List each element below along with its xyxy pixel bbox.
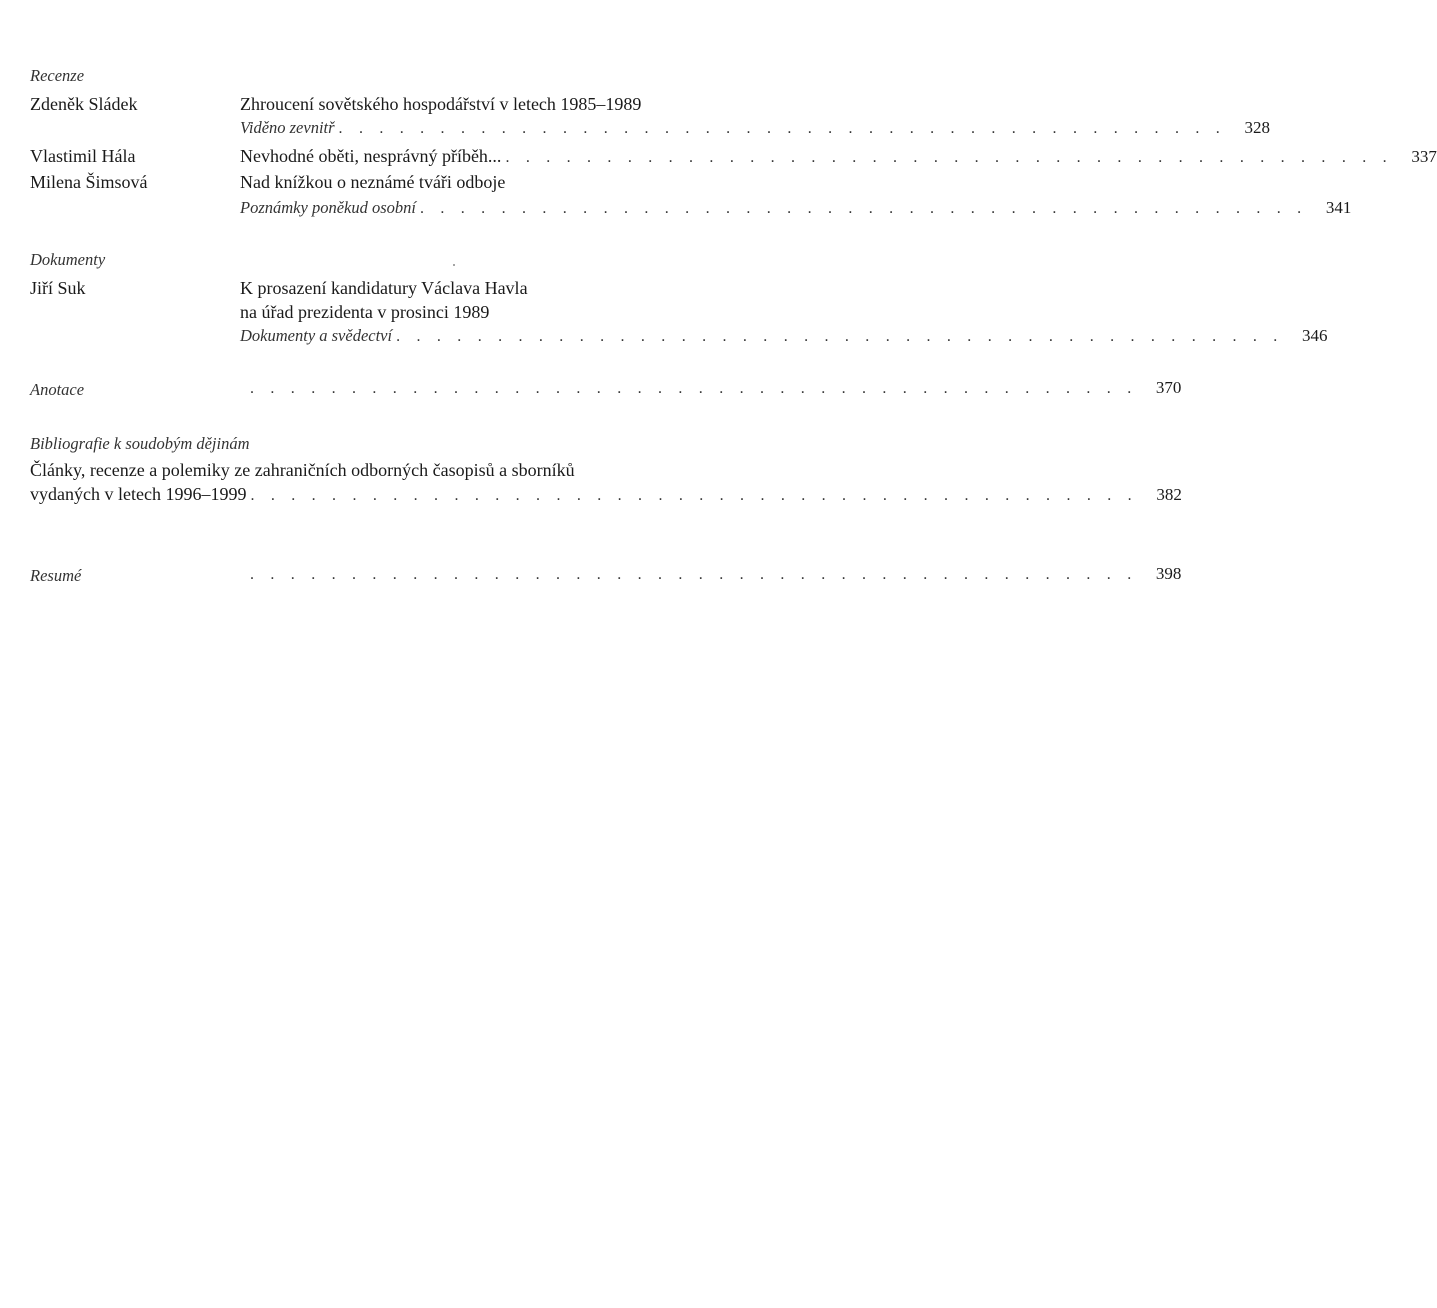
toc-entry-resume[interactable] [240,564,1182,588]
page-number: 346 [1302,326,1328,345]
author-hala: Vlastimil Hála [30,146,136,166]
toc-entry-hala[interactable] [240,146,1437,170]
page-number: 328 [1244,118,1270,137]
toc-entry-simsova-title [240,172,788,196]
section-heading-dokumenty: Dokumenty [30,250,106,269]
entry-title: K prosazení kandidatury Václava Havla [240,278,528,298]
print-speck [453,264,455,266]
section-heading-bibliografie: Bibliografie k soudobým dějinám [30,434,250,453]
entry-title: Zhroucení sovětského hospodářství v letech 1985–1989 [240,94,642,114]
entry-title: na úřad prezidenta v prosinci 1989 [240,302,490,322]
toc-entry-sladek-subtitle[interactable] [240,118,1270,142]
toc-entry-suk-subtitle[interactable] [240,326,1328,350]
toc-entry-simsova-subtitle[interactable] [240,198,1352,222]
section-heading-anotace: Anotace [30,380,85,399]
page-number: 398 [1155,564,1182,583]
entry-title: Nad knížkou o neznámé tváři odboje [240,172,506,192]
entry-subtitle: Poznámky poněkud osobní [240,198,416,217]
author-suk: Jiří Suk [30,278,86,298]
dot-leader: . . . . . . . . . . . . . . . . . . . . . . . . . . . . . . . . . . . . . . . . . . . . [250,566,1138,583]
toc-entry-suk-title-line1 [240,278,788,302]
author-sladek: Zdeněk Sládek [30,94,138,114]
page-number: 341 [1325,198,1352,217]
entry-title: Nevhodné oběti, nesprávný příběh... [240,146,502,166]
section-heading-recenze: Recenze [30,66,85,85]
toc-entry-suk-title-line2 [240,302,788,326]
dot-leader: . . . . . . . . . . . . . . . . . . . . . . . . . . . . . . . . . . . . . . . . . . . . [396,328,1284,345]
dot-leader: . . . . . . . . . . . . . . . . . . . . . . . . . . . . . . . . . . . . . . . . . . . . [419,200,1308,217]
toc-entry-bibliografie-line1 [30,460,788,484]
dot-leader: . . . . . . . . . . . . . . . . . . . . . . . . . . . . . . . . . . . . . . . . . . . . [505,149,1393,166]
dot-leader: . . . . . . . . . . . . . . . . . . . . . . . . . . . . . . . . . . . . . . . . . . . . [250,380,1138,397]
page-number: 382 [1156,485,1182,504]
entry-title: vydaných v letech 1996–1999 [30,484,247,504]
page-number: 370 [1155,378,1182,397]
dot-leader: . . . . . . . . . . . . . . . . . . . . . . . . . . . . . . . . . . . . . . . . . . . . [250,487,1138,504]
entry-subtitle: Viděno zevnitř [240,118,335,137]
entry-subtitle: Dokumenty a svědectví [240,326,393,345]
toc-entry-anotace[interactable] [240,378,1182,402]
toc-entry-sladek-title [240,94,788,118]
section-heading-resume: Resumé [30,566,82,585]
entry-title: Články, recenze a polemiky ze zahraničních odborných časopisů a sborníků [30,460,575,480]
page-number: 337 [1411,147,1437,166]
toc-entry-bibliografie-line2[interactable] [30,484,1182,508]
author-simsova: Milena Šimsová [30,172,148,192]
dot-leader: . . . . . . . . . . . . . . . . . . . . . . . . . . . . . . . . . . . . . . . . . . . . [338,120,1226,137]
